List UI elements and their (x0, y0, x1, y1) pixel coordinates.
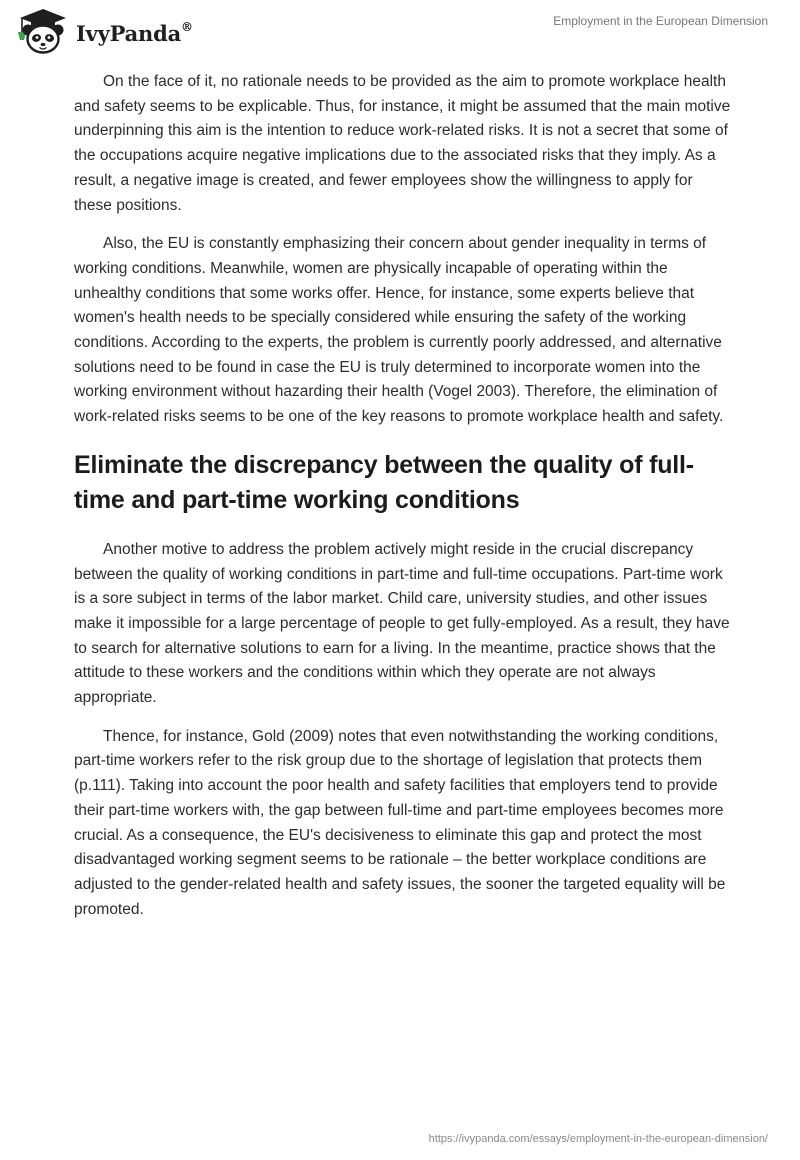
paragraph-1: On the face of it, no rationale needs to be provided as the aim to promote workplace health and safety seems to be explicable. Thus, for instance, it might be assumed that the main motive underpinning this aim is the intention to reduce work-related risks. It is not a secret that some of the occupations acquire negative implications due to the associated risks that they imply. As a result, a negative image is created, and fewer employees show the willingness to apply for these positions. (74, 73, 731, 214)
footer-url[interactable]: https://ivypanda.com/essays/employment-in-the-european-dimension/ (428, 1133, 768, 1145)
logo-text: IvyPanda® (76, 19, 193, 46)
page-header (0, 0, 800, 60)
paragraph-4: Thence, for instance, Gold (2009) notes that even notwithstanding the working conditions, part-time workers refer to the risk group due to the shortage of legislation that protects them (p.111). Taking into account the poor health and safety facilities that employers tend to provide their part-time workers with, the gap between full-time and part-time employees becomes more crucial. As a consequence, the EU's decisiveness to eliminate this gap and protect the most disadvantaged working segment seems to be rationale – the better workplace conditions are adjusted to the gender-related health and safety issues, the sooner the targeted equality will be promoted. (74, 727, 726, 918)
essay-content (74, 70, 734, 936)
paragraph-3: Another motive to address the problem actively might reside in the crucial discrepancy between the quality of working conditions in part-time and full-time occupations. Part-time work is a sore subject in terms of the labor market. Child care, university studies, and other issues make it impossible for a large percentage of people to get fully-employed. As a result, they have to search for alternative solutions to earn for a living. In the meantime, practice shows that the attitude to these workers and the conditions within which they operate are not always appropriate. (74, 540, 730, 707)
ivypanda-logo[interactable] (14, 6, 193, 56)
panda-graduate-icon (14, 6, 72, 56)
paragraph-2: Also, the EU is constantly emphasizing their concern about gender inequality in terms of working conditions. Meanwhile, women are physically incapable of operating within the unhealthy conditions that some works offer. Hence, for instance, some experts believe that women's health needs to be specially considered while ensuring the safety of the working conditions. According to the experts, the problem is currently poorly addressed, and alternative solutions need to be found in case the EU is truly determined to incorporate women into the working environment without hazarding their health (Vogel 2003). Therefore, the elimination of work-related risks seems to be one of the key reasons to promote workplace health and safety. (74, 235, 724, 426)
section-heading: Eliminate the discrepancy between the quality of full-time and part-time working conditions (74, 450, 694, 514)
document-title: Employment in the European Dimension (553, 14, 768, 28)
